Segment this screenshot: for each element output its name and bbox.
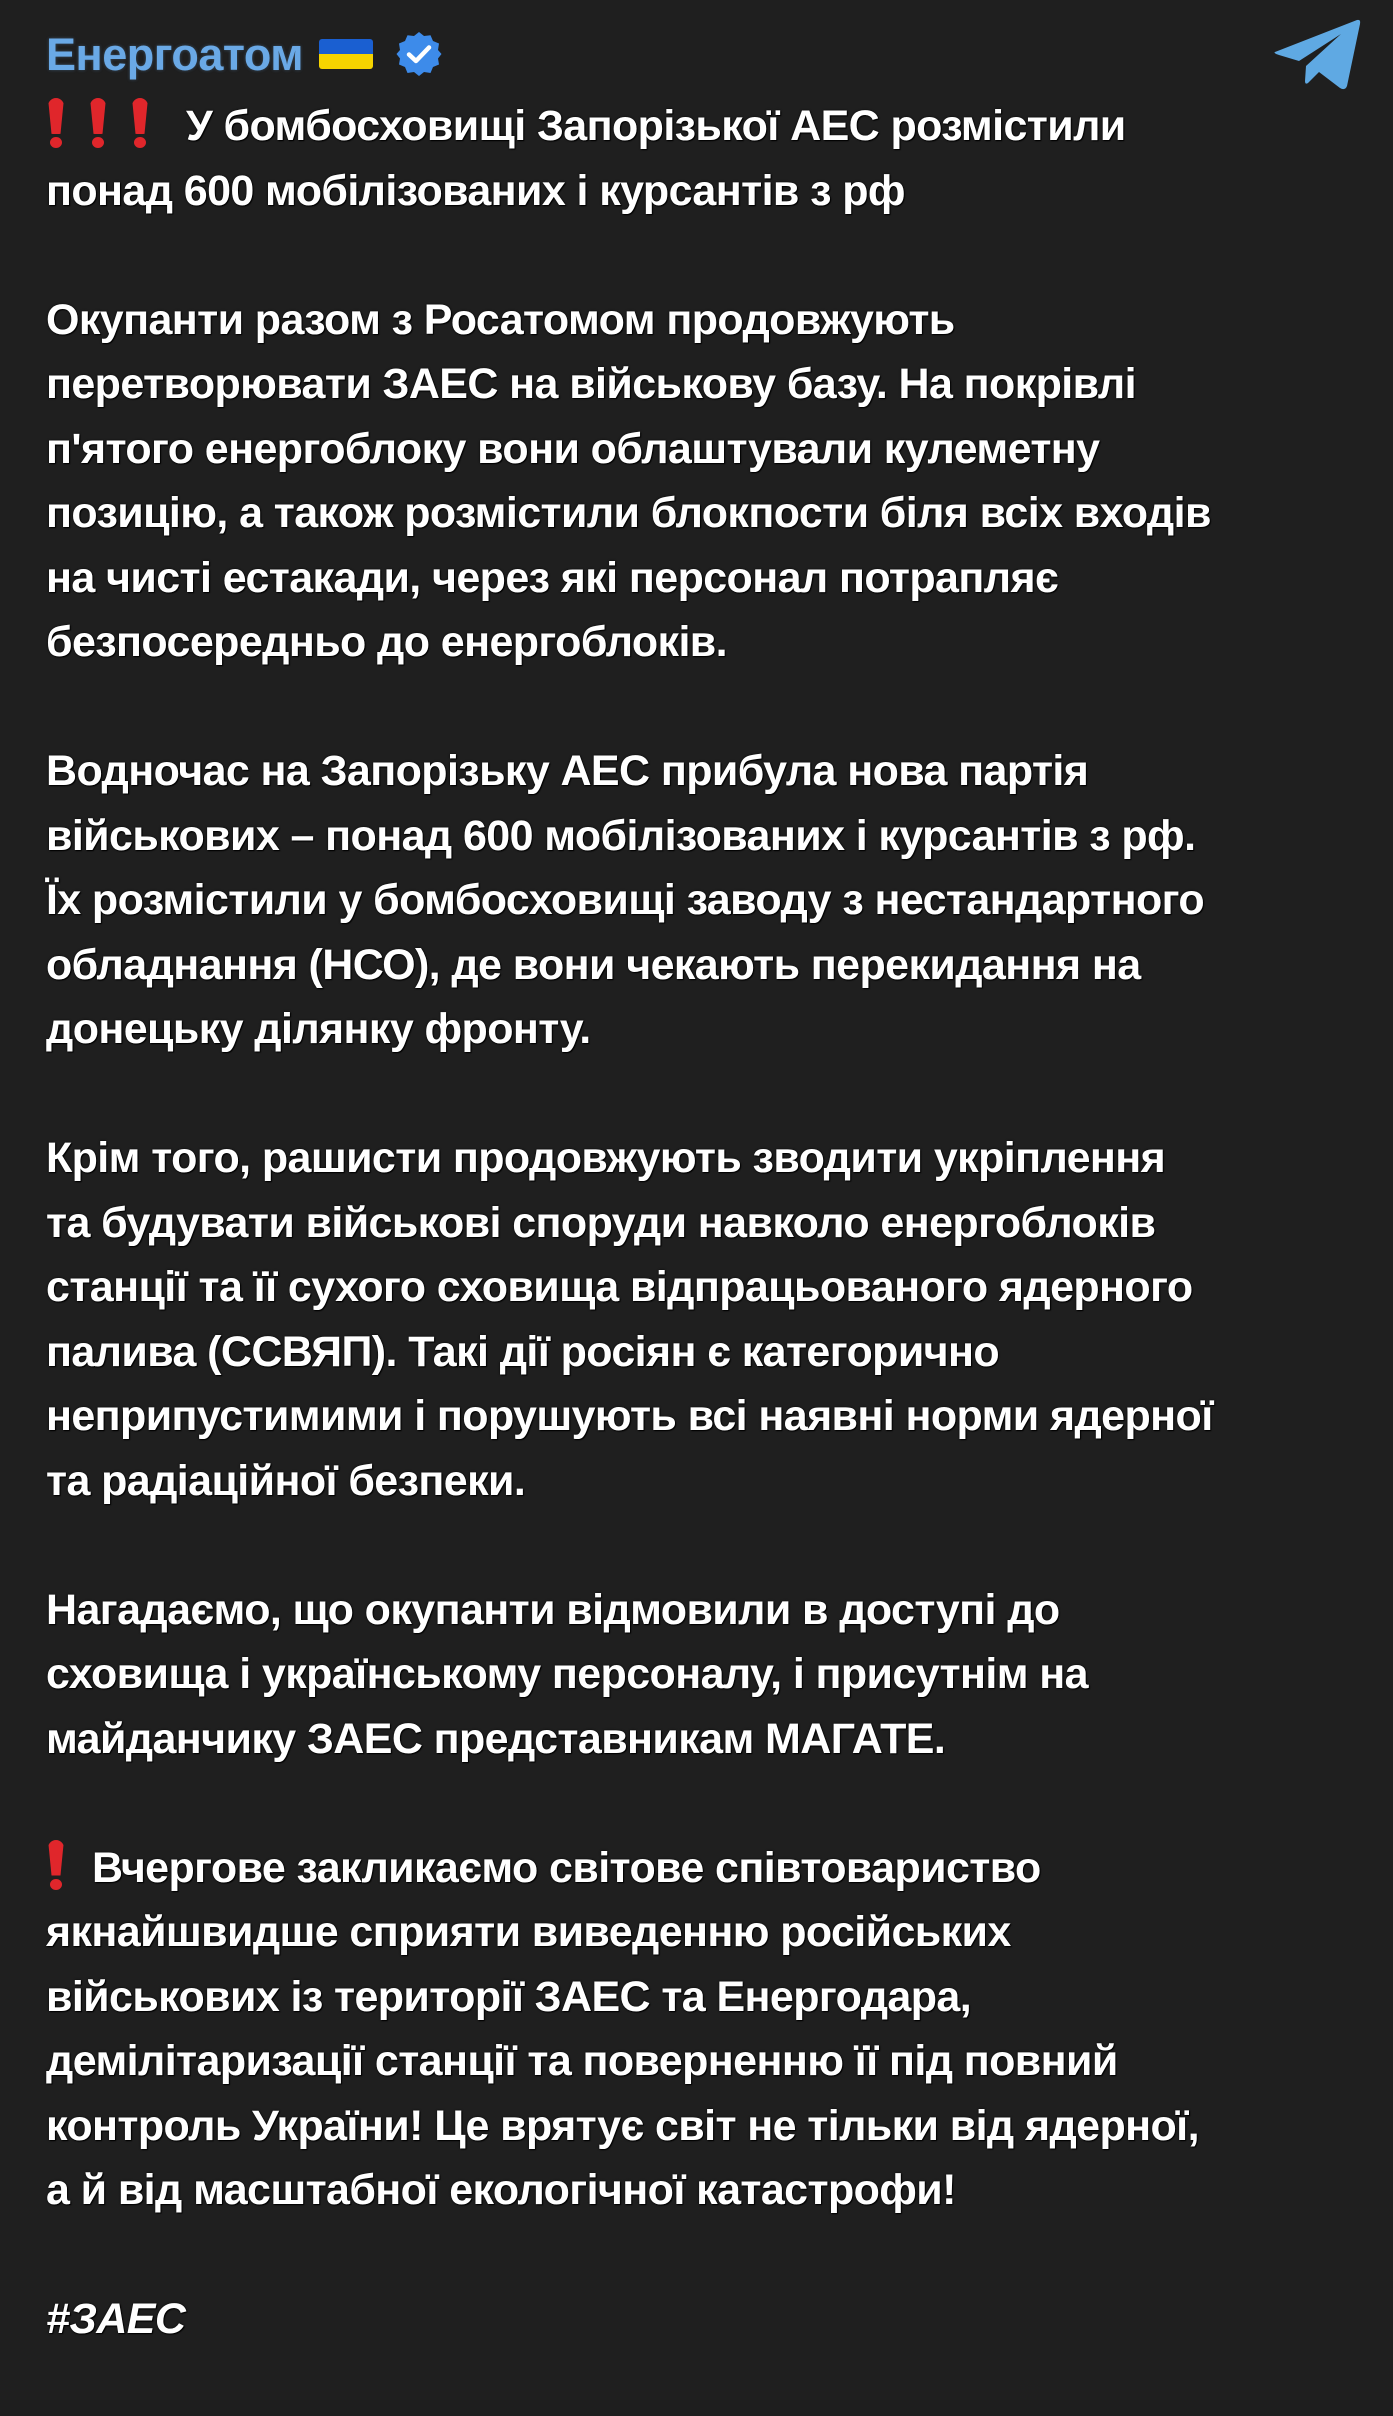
paragraph-1 — [46, 288, 1366, 675]
text-line: контроль України! Це врятує світ не тільки від ядерної, — [46, 2101, 1200, 2150]
ukraine-flag-icon — [319, 39, 373, 69]
text-line: позицію, а також розмістили блокпости біля всіх входів — [46, 489, 1211, 537]
paragraph-3 — [46, 1126, 1366, 1513]
text-line: п'ятого енергоблоку вони облаштували кулеметну — [46, 424, 1100, 473]
text-line: Водночас на Запорізьку АЕС прибула нова партія — [46, 747, 1089, 795]
exclamation-icon — [46, 1840, 66, 1890]
text-line: та будувати військові споруди навколо енергоблоків — [46, 1198, 1156, 1247]
text-line: сховища і українському персоналу, і присутнім на — [46, 1650, 1088, 1698]
text-line: Крім того, рашисти продовжують зводити укріплення — [46, 1134, 1166, 1182]
channel-name[interactable]: Енергоатом — [46, 28, 304, 80]
text-line: демілітаризації станції та поверненню її під повний — [46, 2037, 1118, 2085]
text-line: безпосередньо до енергоблоків. — [46, 618, 727, 666]
text-line: перетворювати ЗАЕС на військову базу. На покрівлі — [46, 360, 1136, 408]
paragraph-4 — [46, 1578, 1366, 1772]
text-line: Нагадаємо, що окупанти відмовили в доступі до — [46, 1585, 1060, 1634]
paragraph-5 — [46, 1836, 1366, 2223]
text-line: палива (ССВЯП). Такі дії росіян є категорично — [46, 1327, 1000, 1376]
text-line: донецьку ділянку фронту. — [46, 1005, 591, 1053]
exclamation-icon — [88, 98, 108, 148]
text-line: військових – понад 600 мобілізованих і курсантів з рф. — [46, 811, 1196, 860]
exclamation-icon — [46, 98, 66, 148]
text-line: а й від масштабної екологічної катастрофи! — [46, 2166, 956, 2214]
text-line: Окупанти разом з Росатомом продовжують — [46, 295, 955, 344]
headline-line-2: понад 600 мобілізованих і курсантів з рф — [46, 166, 905, 215]
exclamation-icon — [130, 98, 150, 148]
telegram-icon[interactable] — [1271, 14, 1363, 94]
text-line: на чисті естакади, через які персонал потрапляє — [46, 553, 1059, 602]
hashtag-row — [46, 2287, 1366, 2352]
text-line: станції та її сухого сховища відпрацьованого ядерного — [46, 1263, 1193, 1311]
post-headline — [46, 94, 1366, 223]
verified-badge-icon — [395, 30, 443, 78]
hashtag-link[interactable]: #ЗАЕС — [46, 2295, 186, 2343]
post-header — [46, 14, 1363, 94]
paragraph-2 — [46, 739, 1366, 1062]
text-line: військових із території ЗАЕС та Енергодара, — [46, 1972, 972, 2021]
text-line: майданчику ЗАЕС представникам МАГАТЕ. — [46, 1714, 946, 1763]
text-line: неприпустимими і порушують всі наявні норми ядерної — [46, 1392, 1213, 1440]
text-line: якнайшвидше сприяти виведенню російських — [46, 1908, 1011, 1956]
text-line: Їх розмістили у бомбосховищі заводу з нестандартного — [46, 876, 1205, 924]
text-line: обладнання (НСО), де вони чекають перекидання на — [46, 940, 1141, 989]
alert-icons — [46, 94, 172, 159]
headline-line-1: У бомбосховищі Запорізької АЕС розмістили — [46, 94, 1366, 159]
text-line: Вчергове закликаємо світове співтовариство — [46, 1836, 1366, 1901]
post-body — [46, 94, 1366, 2416]
text-line: та радіаційної безпеки. — [46, 1456, 526, 1505]
